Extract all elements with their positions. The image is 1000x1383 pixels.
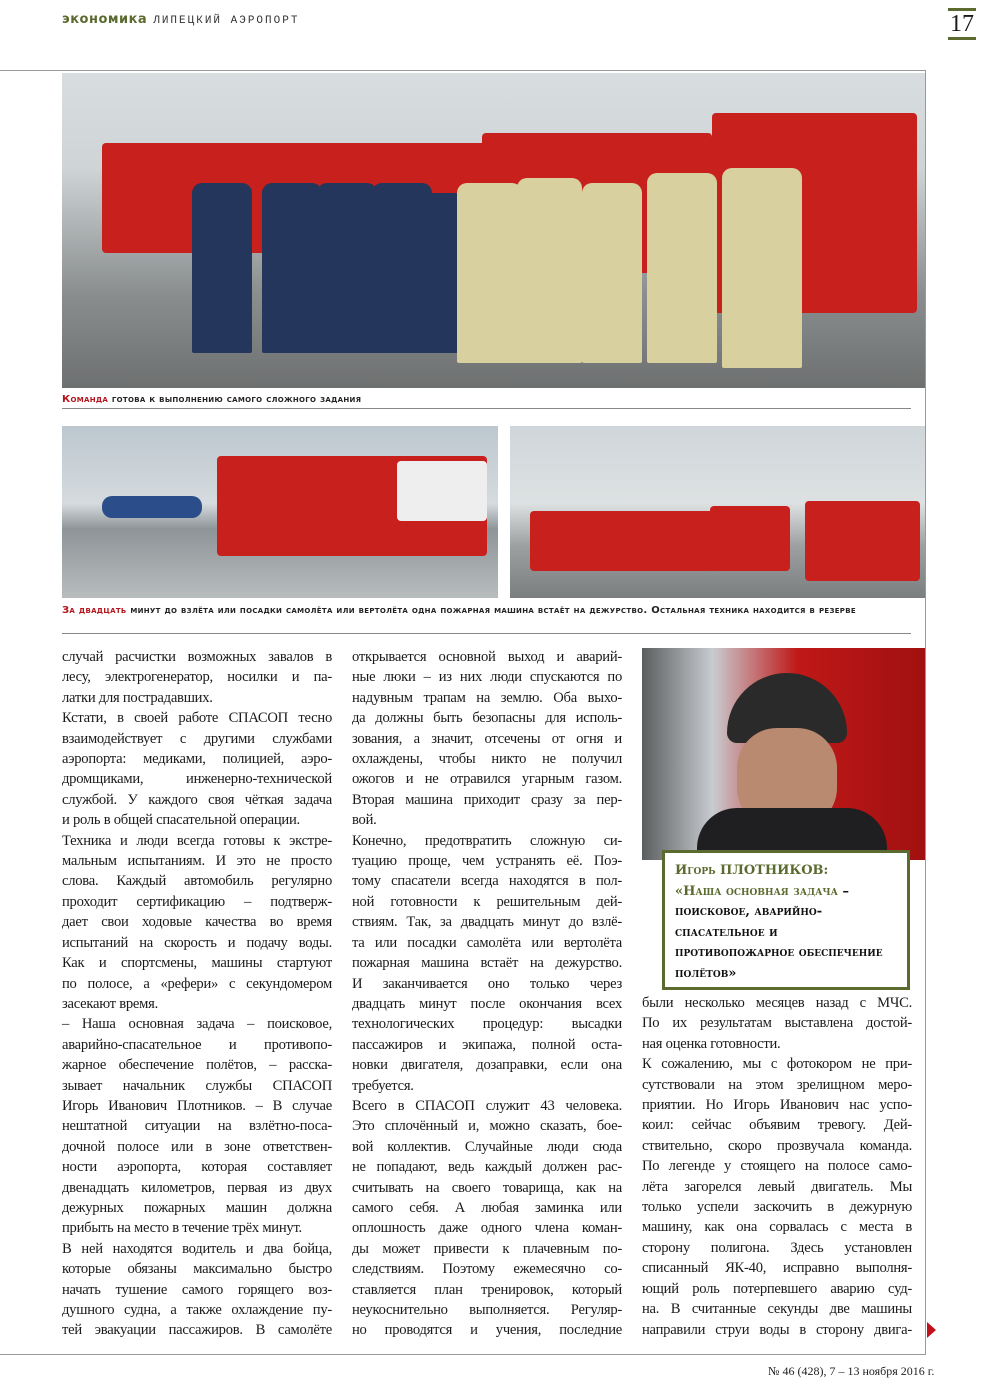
text-line: дромщиками, инженерно-технической <box>62 771 332 788</box>
page-number: 17 <box>948 8 976 40</box>
text-line: мальным испытаниям. И это не просто <box>62 853 332 870</box>
text-line: сутствовали на этом зрелищном меро- <box>642 1076 912 1093</box>
text-line: двенадцать километров, первая из двух <box>62 1179 332 1196</box>
text-line: направили струи воды в сторону двига- <box>642 1321 912 1338</box>
issue-footer: № 46 (428), 7 – 13 ноября 2016 г. <box>768 1364 935 1378</box>
text-line: дает свои ходовые качества во время <box>62 914 332 931</box>
text-line: ности аэропорта, которая составляет <box>62 1159 332 1176</box>
text-line: И заканчивается оно только через <box>352 975 622 992</box>
text-line: Техника и люди всегда готовы к экстре- <box>62 832 332 849</box>
text-line: которые обязаны максимально быстро <box>62 1261 332 1278</box>
text-line: были несколько месяцев назад с МЧС. <box>642 995 912 1011</box>
text-line: списанный ЯК-40, исправно выполня- <box>642 1260 912 1277</box>
text-line: и роль в общей спасательной операции. <box>62 812 300 829</box>
text-line: по полосе, а «рефери» с секундомером <box>62 975 332 992</box>
article-column-2 <box>352 647 622 1341</box>
text-line: на. В считанные секунды две машины <box>642 1301 912 1318</box>
text-line: вой. <box>352 812 377 829</box>
photo-fire-truck-lineup <box>510 426 925 598</box>
text-line: Как и спортсмены, машины стартуют <box>62 955 332 972</box>
text-line: только успели заскочить в дежурную <box>642 1199 912 1216</box>
text-line: сторону полигона. Здесь установлен <box>642 1239 912 1256</box>
text-line: машину, как она сорвалась с места в <box>642 1219 912 1236</box>
text-line: неукоснительно выполняется. Регуляр- <box>352 1302 622 1318</box>
text-line: По их результатам выставлена достой- <box>642 1015 912 1032</box>
text-line: Это сплочённый и, можно сказать, бое- <box>352 1118 622 1135</box>
divider <box>62 408 911 409</box>
text-line: приятии. Но Игорь Иванович нас успо- <box>642 1097 912 1114</box>
text-line: службой. У каждого своя чёткая задача <box>62 791 332 808</box>
text-line: ды может привести к плачевным по- <box>352 1240 622 1257</box>
text-line: Всего в СПАСОП служит 43 человека. <box>352 1097 622 1114</box>
text-line: В ней находятся водитель и два бойца, <box>62 1240 332 1257</box>
text-line: латки для пострадавших. <box>62 689 213 706</box>
divider <box>62 633 911 634</box>
text-line: пассажиров и экипажа, полной оста- <box>352 1036 622 1053</box>
article-column-3 <box>642 993 912 1340</box>
text-line: начать тушение самого горящего воз- <box>62 1281 332 1298</box>
text-line: дочной полосе или в зоне ответствен- <box>62 1138 332 1155</box>
text-line: К сожалению, мы с фотокором не при- <box>642 1056 912 1073</box>
text-line: надувным трапам на землю. Оба выхо- <box>352 689 622 706</box>
text-line: оплошность даже одного члена коман- <box>352 1220 622 1237</box>
text-line: охлаждены, чтобы никто не получил <box>352 751 622 768</box>
text-line: пожарная машина встаёт на дежурство. <box>352 955 622 972</box>
text-line: туацию проще, чем устранять её. Поэ- <box>352 853 622 870</box>
text-line: тому спасатели всегда находятся в пол- <box>352 873 622 890</box>
text-line: самого себя. А любая заминка или <box>352 1199 622 1216</box>
article-column-1 <box>62 647 332 1341</box>
photo-fire-truck-and-helicopter <box>62 426 498 598</box>
text-line: ставляется план тренировок, который <box>352 1281 622 1298</box>
text-line: аварийно-спасательное и противопо- <box>62 1036 332 1053</box>
text-line: да должны быть безопасны для исполь- <box>352 710 622 727</box>
quote-text: – поисковое, аварийно-спасательное и противопожарное обеспечение полётов» <box>675 883 883 981</box>
text-line: вой коллектив. Случайные люди сюда <box>352 1138 622 1155</box>
text-line: прибыть на место в течение трёх минут. <box>62 1220 302 1237</box>
continue-arrow-icon <box>927 1322 936 1338</box>
photo-portrait-igor-plotnikov <box>642 648 925 860</box>
text-line: тей эвакуации пассажиров. В самолёте <box>62 1322 332 1339</box>
text-line: требуется. <box>352 1077 414 1094</box>
text-line: открывается основной выход и аварий- <box>352 649 622 665</box>
text-line: случай расчистки возможных завалов в <box>62 649 332 665</box>
text-line: но проводятся и учения, последние <box>352 1322 622 1339</box>
text-line: коил: сейчас объявим тревогу. Дей- <box>642 1117 912 1134</box>
text-line: Вторая машина приходит сразу за пер- <box>352 791 622 808</box>
text-line: не попадают, ведь каждый должен рас- <box>352 1159 622 1176</box>
text-line: проходит сертификацию – подтверж- <box>62 893 332 910</box>
text-line: ожогов и не отравился угарным газом. <box>352 771 622 788</box>
text-line: зывает начальник службы СПАСОП <box>62 1077 332 1094</box>
subsection-label: ЛИПЕЦКИЙ АЭРОПОРТ <box>153 15 300 27</box>
text-line: дежурных пожарных машин должна <box>62 1199 332 1216</box>
text-line: следствиям. Поэтому ежемесячно со- <box>352 1261 622 1278</box>
text-line: технологических процедур: высадки <box>352 1016 622 1033</box>
text-line: аэропорта: медиками, полицией, аэро- <box>62 751 332 768</box>
text-line: ная оценка готовности. <box>642 1035 781 1052</box>
text-line: – Наша основная задача – поисковое, <box>62 1016 332 1033</box>
quote-speaker: Игорь ПЛОТНИКОВ: <box>675 863 829 878</box>
text-line: засекают время. <box>62 995 158 1012</box>
text-line: Конечно, предотвратить сложную си- <box>352 832 622 849</box>
text-line: та или посадки самолёта или вертолёта <box>352 934 622 951</box>
text-line: По легенде у стоящего на полосе само- <box>642 1158 912 1175</box>
text-line: ной готовности к решительным дей- <box>352 893 622 910</box>
text-line: ющий роль потерпевшего аварию суд- <box>642 1280 912 1297</box>
text-line: ные люки – из них люди спускаются по <box>352 669 622 686</box>
text-line: лёта загорелся левый двигатель. Мы <box>642 1178 912 1195</box>
text-line: ствительно, скоро прозвучала команда. <box>642 1137 912 1154</box>
text-line: жарное обеспечение полётов, – расска- <box>62 1057 332 1074</box>
photo-team-with-fire-trucks <box>62 73 925 388</box>
text-line: новки двигателя, дозаправки, если она <box>352 1057 622 1074</box>
text-line: Кстати, в своей работе СПАСОП тесно <box>62 710 332 727</box>
text-line: испытаний на скорость и подачу воды. <box>62 934 332 951</box>
running-header <box>62 12 299 27</box>
text-line: душного судна, а также охлаждение пу- <box>62 1302 332 1318</box>
quote-lead: «Наша основная задача <box>675 883 838 899</box>
text-line: считывать на своего товарища, как на <box>352 1179 622 1196</box>
text-line: нештатной ситуации на взлётно-поса- <box>62 1118 332 1135</box>
text-line: лесу, электрогенератор, носилки и па- <box>62 669 332 686</box>
text-line: зования, а значит, отсечены от огня и <box>352 730 622 747</box>
text-line: слова. Каждый автомобиль регулярно <box>62 873 332 890</box>
photo-caption-middle: За двадцать минут до взлёта или посадки самолёта или вертолёта одна пожарная машина встаёт на дежурство. Остальная техника находится в резерве <box>62 605 856 616</box>
text-line: двадцать минут после окончания всех <box>352 995 622 1012</box>
text-line: Игорь Иванович Плотников. – В случае <box>62 1097 332 1114</box>
text-line: взаимодействует с другими службами <box>62 730 332 747</box>
photo-caption-top: Команда готова к выполнению самого сложного задания <box>62 394 362 405</box>
pull-quote <box>662 850 910 990</box>
section-label: экономика <box>62 12 148 27</box>
text-line: ствиям. Так, за двадцать минут до взлё- <box>352 914 622 931</box>
